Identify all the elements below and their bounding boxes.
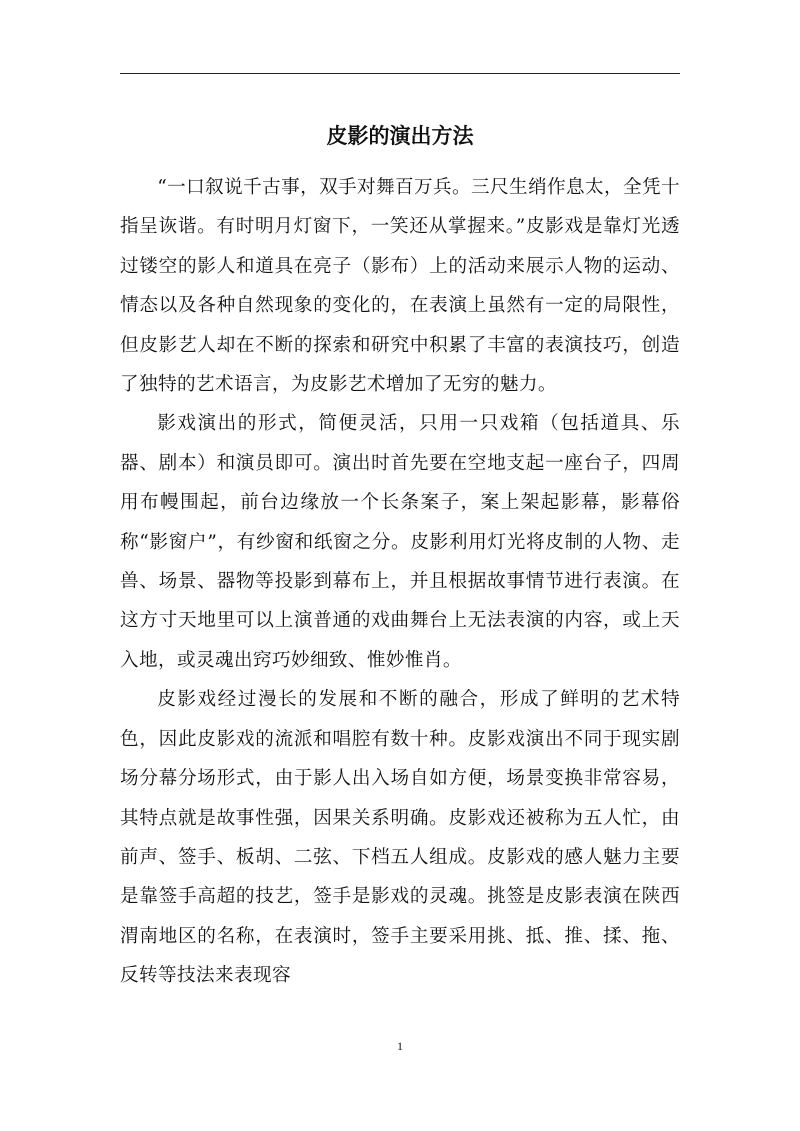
- document-body: [120, 168, 680, 996]
- document-title: 皮影的演出方法: [326, 124, 474, 148]
- page-number: 1: [397, 1039, 403, 1053]
- paragraph-3: 皮影戏经过漫长的发展和不断的融合，形成了鲜明的艺术特色，因此皮影戏的流派和唱腔有数十种。皮影戏演出不同于现实剧场分幕分场形式，由于影人出入场自如方便，场景变换非常容易，其特点就是故事性强，因果关系明确。皮影戏还被称为五人忙，由前声、签手、板胡、二弦、下档五人组成。皮影戏的感人魅力主要是靠签手高超的技艺，签手是影戏的灵魂。挑签是皮影表演在陕西渭南地区的名称，在表演时，签手主要采用挑、抵、推、揉、拖、反转等技法来表现容: [120, 689, 680, 987]
- paragraph-1: “一口叙说千古事，双手对舞百万兵。三尺生绡作息太，全凭十指呈诙谐。有时明月灯窗下，一笑还从掌握来。”皮影戏是靠灯光透过镂空的影人和道具在亮子（影布）上的活动来展示人物的运动、情态以及各种自然现象的变化的，在表演上虽然有一定的局限性，但皮影艺人却在不断的探索和研究中积累了丰富的表演技巧，创造了独特的艺术语言，为皮影艺术增加了无穷的魅力。: [120, 177, 680, 396]
- paragraph-2: 影戏演出的形式，简便灵活，只用一只戏箱（包括道具、乐器、剧本）和演员即可。演出时首先要在空地支起一座台子，四周用布幔围起，前台边缘放一个长条案子，案上架起影幕，影幕俗称“影窗户”，有纱窗和纸窗之分。皮影利用灯光将皮制的人物、走兽、场景、器物等投影到幕布上，并且根据故事情节进行表演。在这方寸天地里可以上演普通的戏曲舞台上无法表演的内容，或上天入地，或灵魂出窍巧妙细致、惟妙惟肖。: [120, 413, 680, 671]
- header-rule: [120, 73, 680, 74]
